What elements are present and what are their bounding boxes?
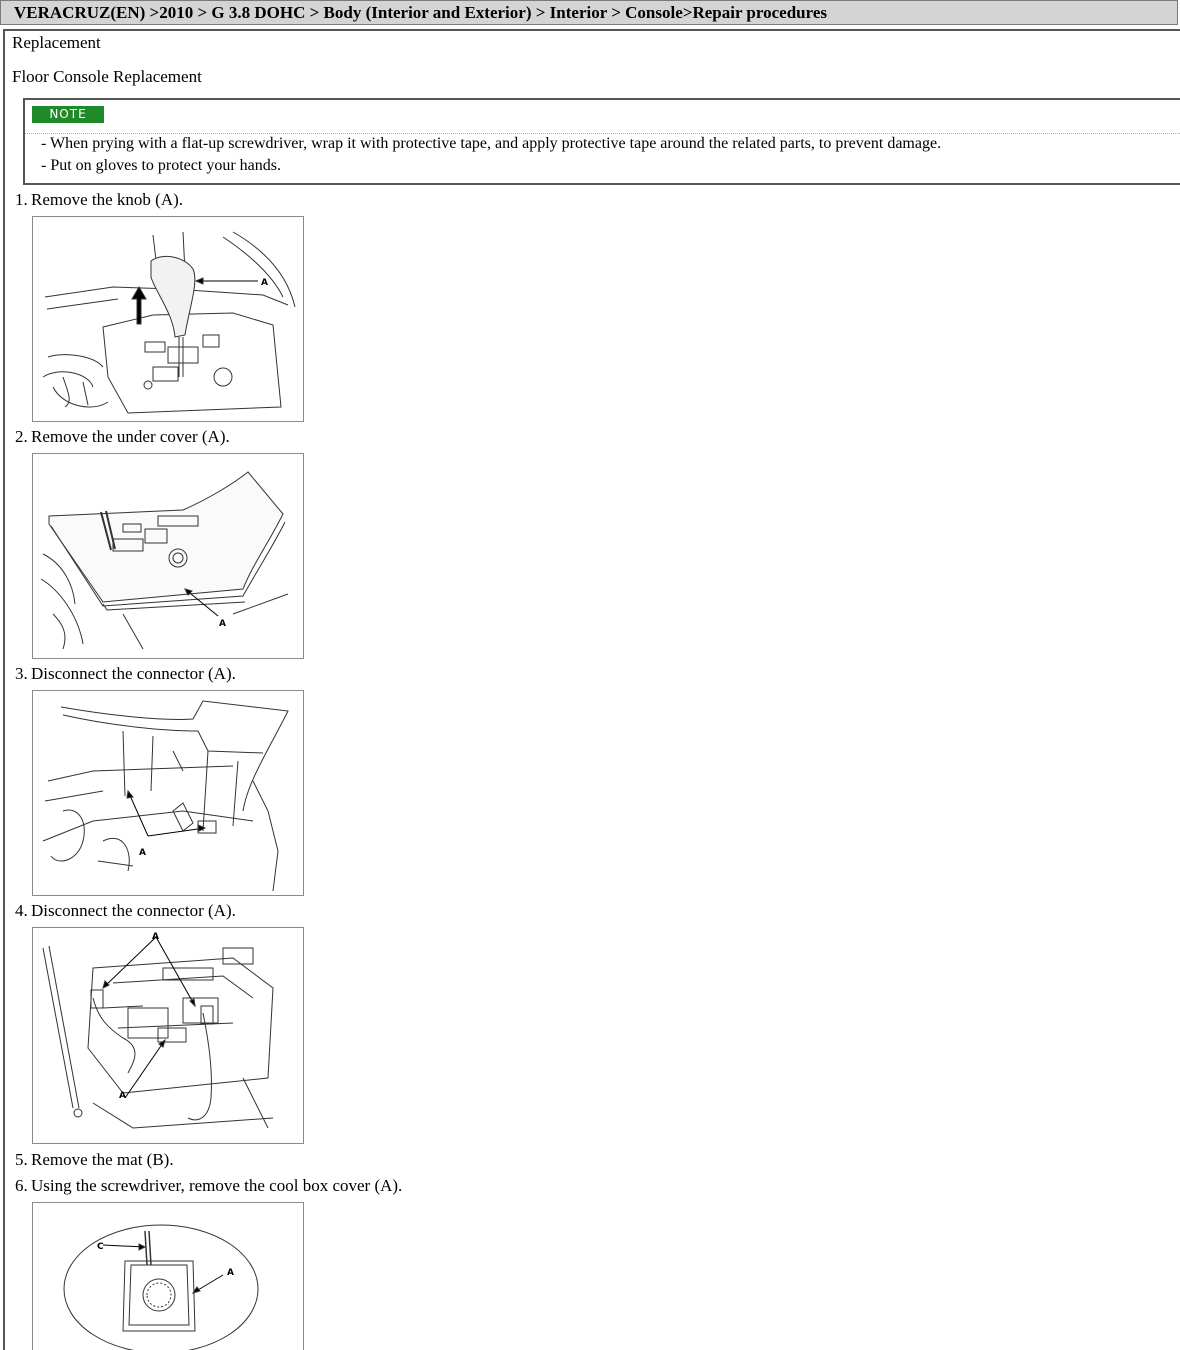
step-text: Remove the mat (B).: [31, 1150, 174, 1169]
step-text: Disconnect the connector (A).: [31, 664, 236, 683]
note-divider: [25, 133, 1180, 134]
callout-a: A: [227, 1268, 234, 1278]
figure-remove-cool-box-cover: [32, 1202, 304, 1350]
callout-a: A: [261, 278, 268, 288]
callout-a: A: [119, 1091, 126, 1101]
step-number: 5.: [15, 1150, 28, 1169]
callout-a: A: [219, 619, 226, 629]
step-2: [15, 427, 230, 447]
step-number: 2.: [15, 427, 28, 446]
note-box: [23, 98, 1180, 185]
note-badge: NOTE: [32, 106, 104, 123]
callout-c: C: [97, 1242, 104, 1252]
step-3: [15, 664, 236, 684]
step-text: Using the screwdriver, remove the cool box cover (A).: [31, 1176, 403, 1195]
step-5: [15, 1150, 174, 1170]
step-4: [15, 901, 236, 921]
breadcrumb: VERACRUZ(EN) >2010 > G 3.8 DOHC > Body (Interior and Exterior) > Interior > Console>Repair procedures: [0, 0, 1178, 25]
page-title: Floor Console Replacement: [12, 67, 202, 86]
step-text: Remove the under cover (A).: [31, 427, 230, 446]
figure-disconnect-connector-1: [32, 690, 304, 896]
figure-disconnect-connector-2: [32, 927, 304, 1144]
step-text: Remove the knob (A).: [31, 190, 184, 209]
step-1: [15, 190, 183, 210]
callout-a: A: [139, 848, 146, 858]
section-title: Replacement: [12, 33, 101, 52]
step-text: Disconnect the connector (A).: [31, 901, 236, 920]
step-number: 4.: [15, 901, 28, 920]
step-6: [15, 1176, 402, 1196]
figure-remove-under-cover: [32, 453, 304, 659]
note-line: - When prying with a flat-up screwdriver, wrap it with protective tape, and apply protective tape around the related parts, to prevent damage.: [41, 135, 942, 152]
note-line: - Put on gloves to protect your hands.: [41, 157, 281, 174]
step-number: 6.: [15, 1176, 28, 1195]
step-number: 3.: [15, 664, 28, 683]
figure-remove-knob: [32, 216, 304, 422]
callout-a: A: [152, 932, 159, 942]
step-number: 1.: [15, 190, 28, 209]
